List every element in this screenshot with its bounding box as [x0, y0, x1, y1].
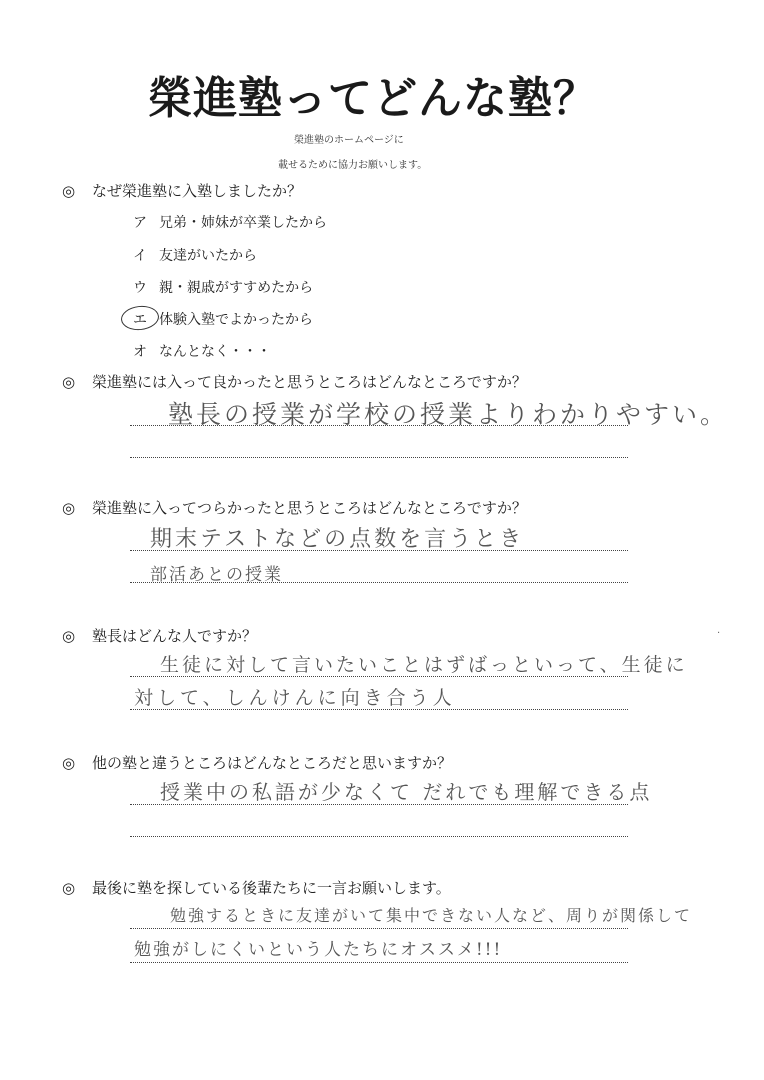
option-text: 友達がいたから [159, 248, 257, 264]
bullet-mark: ◎ [62, 373, 76, 391]
option-o [133, 341, 271, 361]
option-i [133, 245, 257, 265]
option-text: 兄弟・姉妹が卒業したから [159, 215, 327, 231]
question-4 [62, 625, 257, 646]
bullet-mark: ◎ [62, 754, 76, 772]
question-1 [62, 180, 302, 201]
answer-line [130, 928, 628, 929]
subtitle-line-1: 榮進塾のホームページに [294, 135, 404, 146]
question-2 [62, 371, 527, 392]
question-3-text: 榮進塾に入ってつらかったと思うところはどんなところですか？ [92, 499, 527, 517]
scan-speck: · [717, 628, 721, 639]
answer-6-line-1: 勉強するときに友達がいて集中できない人など、周りが関係して [170, 906, 693, 925]
question-2-text: 榮進塾には入って良かったと思うところはどんなところですか？ [92, 373, 527, 391]
answer-3-line-2: 部活あとの授業 [150, 565, 283, 585]
bullet-mark: ◎ [62, 879, 76, 897]
answer-3-line-1: 期末テストなどの点数を言うとき [150, 527, 525, 552]
answer-2-line-1: 塾長の授業が学校の授業よりわかりやすい。 [168, 400, 729, 429]
page-title: 榮進塾ってどんな塾？ [148, 73, 598, 124]
option-letter: エ [133, 312, 147, 328]
bullet-mark: ◎ [62, 499, 76, 517]
option-u [133, 277, 313, 297]
answer-line [130, 425, 628, 426]
question-6 [62, 877, 451, 898]
option-letter: ウ [133, 280, 147, 296]
question-5 [62, 752, 452, 773]
bullet-mark: ◎ [62, 627, 76, 645]
question-3 [62, 497, 527, 518]
answer-6-line-2: 勉強がしにくいという人たちにオススメ!!! [134, 940, 503, 960]
answer-line [130, 709, 628, 710]
answer-line [130, 836, 628, 837]
option-letter: ア [133, 215, 147, 231]
answer-line [130, 962, 628, 963]
question-4-text: 塾長はどんな人ですか？ [92, 627, 258, 645]
option-letter: オ [133, 344, 147, 360]
answer-4-line-1: 生徒に対して言いたいことはずばっといって、生徒に [160, 654, 688, 676]
option-text: 体験入塾でよかったから [159, 312, 313, 328]
subtitle-line-2: 載せるために協力お願いします。 [278, 160, 428, 171]
option-e [133, 309, 313, 329]
answer-line [130, 804, 628, 805]
option-text: 親・親戚がすすめたから [159, 280, 314, 296]
answer-4-line-2: 対して、しんけんに向き合う人 [134, 687, 456, 709]
question-1-text: なぜ榮進塾に入塾しましたか？ [92, 182, 303, 200]
bullet-mark: ◎ [62, 182, 76, 200]
answer-5-line-1: 授業中の私語が少なくて だれでも理解できる点 [160, 780, 653, 804]
option-text: なんとなく・・・ [159, 344, 271, 360]
question-5-text: 他の塾と違うところはどんなところだと思いますか？ [92, 754, 453, 772]
option-a [133, 212, 327, 232]
answer-line [130, 582, 628, 583]
answer-line [130, 550, 628, 551]
answer-line [130, 676, 628, 677]
question-6-text: 最後に塾を探している後輩たちに一言お願いします。 [92, 879, 451, 897]
option-letter: イ [133, 248, 147, 264]
answer-line [130, 457, 628, 458]
